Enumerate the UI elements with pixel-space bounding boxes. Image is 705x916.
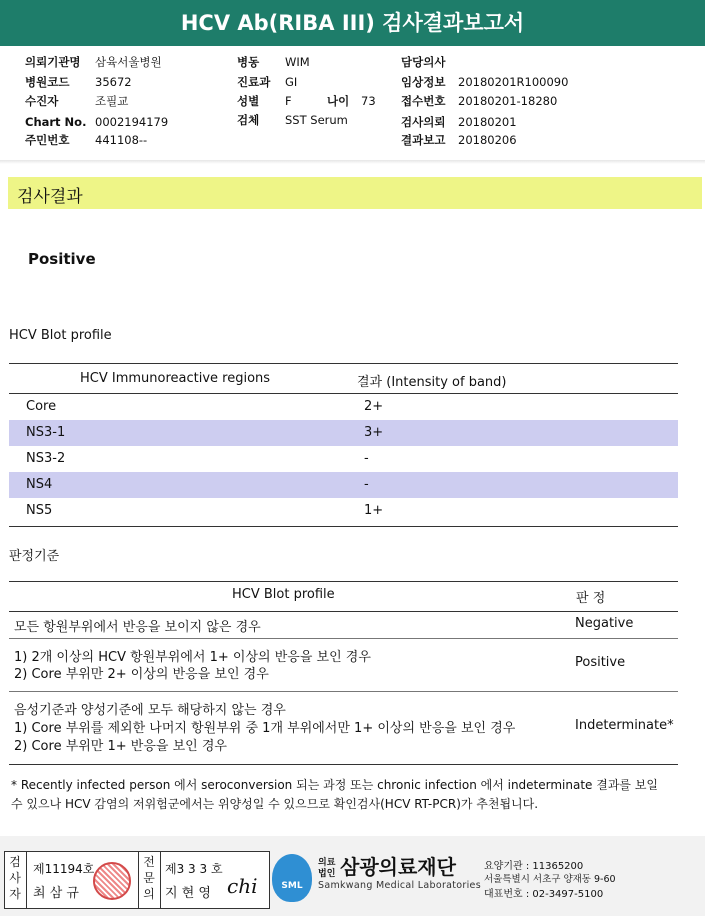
criteria-indet-line: 2) Core 부위만 1+ 반응을 보인 경우 xyxy=(14,739,227,754)
info-row xyxy=(237,111,397,131)
info-row xyxy=(237,92,397,112)
table-rule xyxy=(9,581,678,582)
info-value: 삼육서울병원 xyxy=(95,55,162,69)
info-row xyxy=(401,113,601,133)
info-label: 병동 xyxy=(237,55,260,69)
info-value: 조필교 xyxy=(95,94,129,108)
org-code: 요양기관 : 11365200 xyxy=(484,861,584,872)
info-label: 검사의뢰 xyxy=(401,115,446,129)
info-value: 35672 xyxy=(95,74,132,89)
section-title: 검사결과 xyxy=(17,187,83,207)
info-value: 441108-- xyxy=(95,133,148,147)
result-cell: 2+ xyxy=(364,399,384,414)
table-rule xyxy=(9,526,678,527)
age-value: 73 xyxy=(361,94,376,108)
result-summary: Positive xyxy=(28,250,96,268)
region-cell: NS5 xyxy=(26,503,53,518)
box-divider xyxy=(26,852,27,908)
info-row xyxy=(401,73,601,93)
criteria-header-judgement: 판 정 xyxy=(576,591,606,606)
blot-title: HCV Blot profile xyxy=(9,328,112,343)
result-cell: - xyxy=(364,477,369,492)
info-col-1 xyxy=(25,53,225,153)
info-label: 접수번호 xyxy=(401,94,446,108)
header-divider xyxy=(0,160,705,164)
table-row xyxy=(9,420,678,446)
table-rule xyxy=(9,638,678,639)
table-row xyxy=(9,498,678,524)
region-cell: NS3-1 xyxy=(26,425,66,440)
org-name-en: Samkwang Medical Laboratories xyxy=(318,880,481,891)
report-title: HCV Ab(RIBA III) 검사결과보고서 xyxy=(0,0,705,46)
specialist-name: 지 현 영 xyxy=(165,886,211,901)
footnote-line: * Recently infected person 에서 seroconversion 되는 과정 또는 chronic infection 에서 indeterminate 결과를 보일 xyxy=(11,778,659,792)
org-type-bottom: 법인 xyxy=(318,869,336,879)
info-row xyxy=(25,113,225,133)
criteria-indet-label: Indeterminate* xyxy=(575,718,674,733)
info-label: 검체 xyxy=(237,113,260,127)
table-rule xyxy=(9,691,678,692)
info-row xyxy=(237,73,397,93)
info-row xyxy=(401,53,601,73)
blot-table xyxy=(9,363,678,528)
examiner-name: 최 삼 규 xyxy=(33,886,79,901)
logo-text: SML xyxy=(281,881,303,891)
org-name: 삼광의료재단 xyxy=(340,855,456,879)
info-value: GI xyxy=(285,74,298,89)
footnote-line: 수 있으나 HCV 감염의 저위험군에서는 위양성일 수 있으므로 확인검사(HCV RT-PCR)가 추천됩니다. xyxy=(11,797,539,811)
age-label: 나이 xyxy=(327,94,350,108)
info-label: 진료과 xyxy=(237,74,271,89)
box-divider xyxy=(160,852,161,908)
footnote xyxy=(11,776,691,814)
info-value: WIM xyxy=(285,55,310,69)
criteria-negative-label: Negative xyxy=(575,616,634,631)
info-value: 20180201-18280 xyxy=(458,94,558,108)
region-cell: NS3-2 xyxy=(26,451,66,466)
info-value: 20180201 xyxy=(458,115,517,129)
examiner-label: 검사자 xyxy=(9,855,21,901)
section-bar xyxy=(8,177,702,209)
criteria-header-profile: HCV Blot profile xyxy=(232,587,335,602)
criteria-positive-line: 2) Core 부위만 2+ 이상의 반응을 보인 경우 xyxy=(14,667,269,682)
org-type-top: 의료 xyxy=(318,858,336,868)
signature-mark: chi xyxy=(227,874,258,898)
criteria-table xyxy=(9,581,678,766)
info-row xyxy=(237,53,397,73)
examiner-number: 제11194호 xyxy=(33,862,95,876)
info-label: 담당의사 xyxy=(401,55,446,69)
result-cell: 1+ xyxy=(364,503,384,518)
org-address: 서울특별시 서초구 양재동 9-60 xyxy=(484,874,616,885)
criteria-positive-label: Positive xyxy=(575,655,626,670)
specialist-label: 전문의 xyxy=(143,855,155,901)
sml-logo-icon xyxy=(272,854,312,902)
info-label: 의뢰기관명 xyxy=(25,55,81,69)
info-value: F xyxy=(285,94,292,108)
result-cell: - xyxy=(364,451,369,466)
info-value: 20180206 xyxy=(458,133,517,147)
info-row xyxy=(401,92,601,112)
info-label: Chart No. xyxy=(25,115,87,129)
info-row xyxy=(25,92,225,112)
info-label: 임상정보 xyxy=(401,74,446,89)
criteria-indet-line: 음성기준과 양성기준에 모두 해당하지 않는 경우 xyxy=(14,703,286,718)
region-cell: Core xyxy=(26,399,57,414)
info-value: SST Serum xyxy=(285,113,348,127)
info-col-2 xyxy=(237,53,397,153)
signature-box xyxy=(4,851,270,909)
info-label: 결과보고 xyxy=(401,133,446,147)
seal-stamp xyxy=(93,862,131,900)
table-rule xyxy=(9,764,678,765)
info-row xyxy=(25,73,225,93)
specialist-number: 제3 3 3 호 xyxy=(165,862,223,876)
table-row xyxy=(9,394,678,420)
info-row xyxy=(25,53,225,73)
info-col-3 xyxy=(401,53,601,153)
table-header xyxy=(9,364,678,393)
header-cell: HCV Immunoreactive regions xyxy=(80,371,271,386)
table-rule xyxy=(9,611,678,612)
header-cell: 결과 (Intensity of band) xyxy=(357,375,507,390)
info-row xyxy=(401,131,601,151)
table-row xyxy=(9,446,678,472)
info-label: 주민번호 xyxy=(25,133,70,147)
region-cell: NS4 xyxy=(26,477,53,492)
result-cell: 3+ xyxy=(364,425,384,440)
info-value: 0002194179 xyxy=(95,115,169,129)
criteria-indet-line: 1) Core 부위를 제외한 나머지 항원부위 중 1개 부위에서만 1+ 이상의 반응을 보인 경우 xyxy=(14,721,516,736)
org-phone: 대표번호 : 02-3497-5100 xyxy=(484,889,604,900)
criteria-negative-text: 모든 항원부위에서 반응을 보이지 않은 경우 xyxy=(14,620,261,635)
info-row xyxy=(25,131,225,151)
info-value: 20180201R100090 xyxy=(458,74,569,89)
criteria-title: 판정기준 xyxy=(9,549,60,564)
info-label: 수진자 xyxy=(25,94,59,108)
table-row xyxy=(9,472,678,498)
info-label: 성별 xyxy=(237,94,260,108)
criteria-positive-line: 1) 2개 이상의 HCV 항원부위에서 1+ 이상의 반응을 보인 경우 xyxy=(14,650,371,665)
info-label: 병원코드 xyxy=(25,74,70,89)
